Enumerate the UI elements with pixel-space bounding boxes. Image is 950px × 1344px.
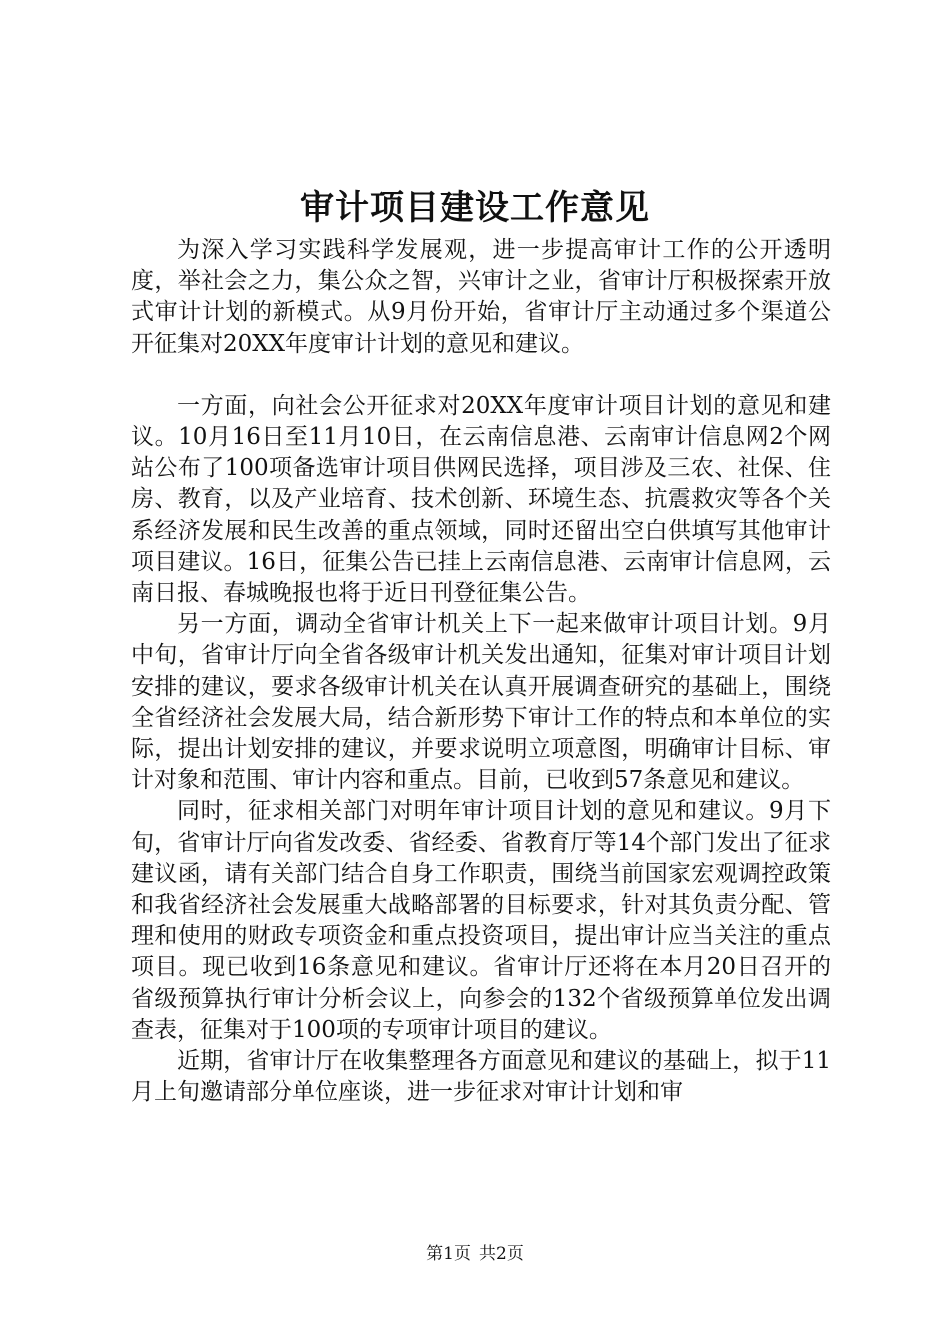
paragraph-public-solicitation: 一方面，向社会公开征求对20XX年度审计项目计划的意见和建议。10月16日至11月10日，在云南信息港、云南审计信息网2个网站公布了100项备选审计项目供网民选择，项目涉及三农、社保、住房、教育，以及产业培育、技术创新、环境生态、抗震救灾等各个关系经济发展和民生改善的重点领域，同时还留出空白供填写其他审计项目建议。16日，征集公告已挂上云南信息港、云南审计信息网，云南日报、春城晚报也将于近日刊登征集公告。 bbox=[131, 392, 831, 607]
page-footer bbox=[0, 1242, 950, 1266]
document-title: 审计项目建设工作意见 bbox=[300, 188, 650, 228]
paragraph-intro: 为深入学习实践科学发展观，进一步提高审计工作的公开透明度，举社会之力，集公众之智，兴审计之业，省审计厅积极探索开放式审计计划的新模式。从9月份开始，省审计厅主动通过多个渠道公开征集对20XX年度审计计划的意见和建议。 bbox=[131, 237, 831, 357]
paragraph-departments: 同时，征求相关部门对明年审计项目计划的意见和建议。9月下旬，省审计厅向省发改委、省经委、省教育厅等14个部门发出了征求建议函，请有关部门结合自身工作职责，围绕当前国家宏观调控政策和我省经济社会发展重大战略部署的目标要求，针对其负责分配、管理和使用的财政专项资金和重点投资项目，提出审计应当关注的重点项目。现已收到16条意见和建议。省审计厅还将在本月20日召开的省级预算执行审计分析会议上，向参会的132个省级预算单位发出调查表，征集对于100项的专项审计项目的建议。 bbox=[131, 798, 831, 1043]
document-body bbox=[131, 235, 831, 1108]
page-number: 第1页 bbox=[426, 1244, 471, 1264]
paragraph-audit-agencies: 另一方面，调动全省审计机关上下一起来做审计项目计划。9月中旬，省审计厅向全省各级审计机关发出通知，征集对审计项目计划安排的建议，要求各级审计机关在认真开展调查研究的基础上，围绕全省经济社会发展大局，结合新形势下审计工作的特点和本单位的实际，提出计划安排的建议，并要求说明立项意图，明确审计目标、审计对象和范围、审计内容和重点。目前，已收到57条意见和建议。 bbox=[131, 611, 831, 794]
page-total: 共2页 bbox=[479, 1244, 524, 1264]
paragraph-recent: 近期，省审计厅在收集整理各方面意见和建议的基础上，拟于11月上旬邀请部分单位座谈，进一步征求对审计计划和审 bbox=[131, 1048, 831, 1106]
